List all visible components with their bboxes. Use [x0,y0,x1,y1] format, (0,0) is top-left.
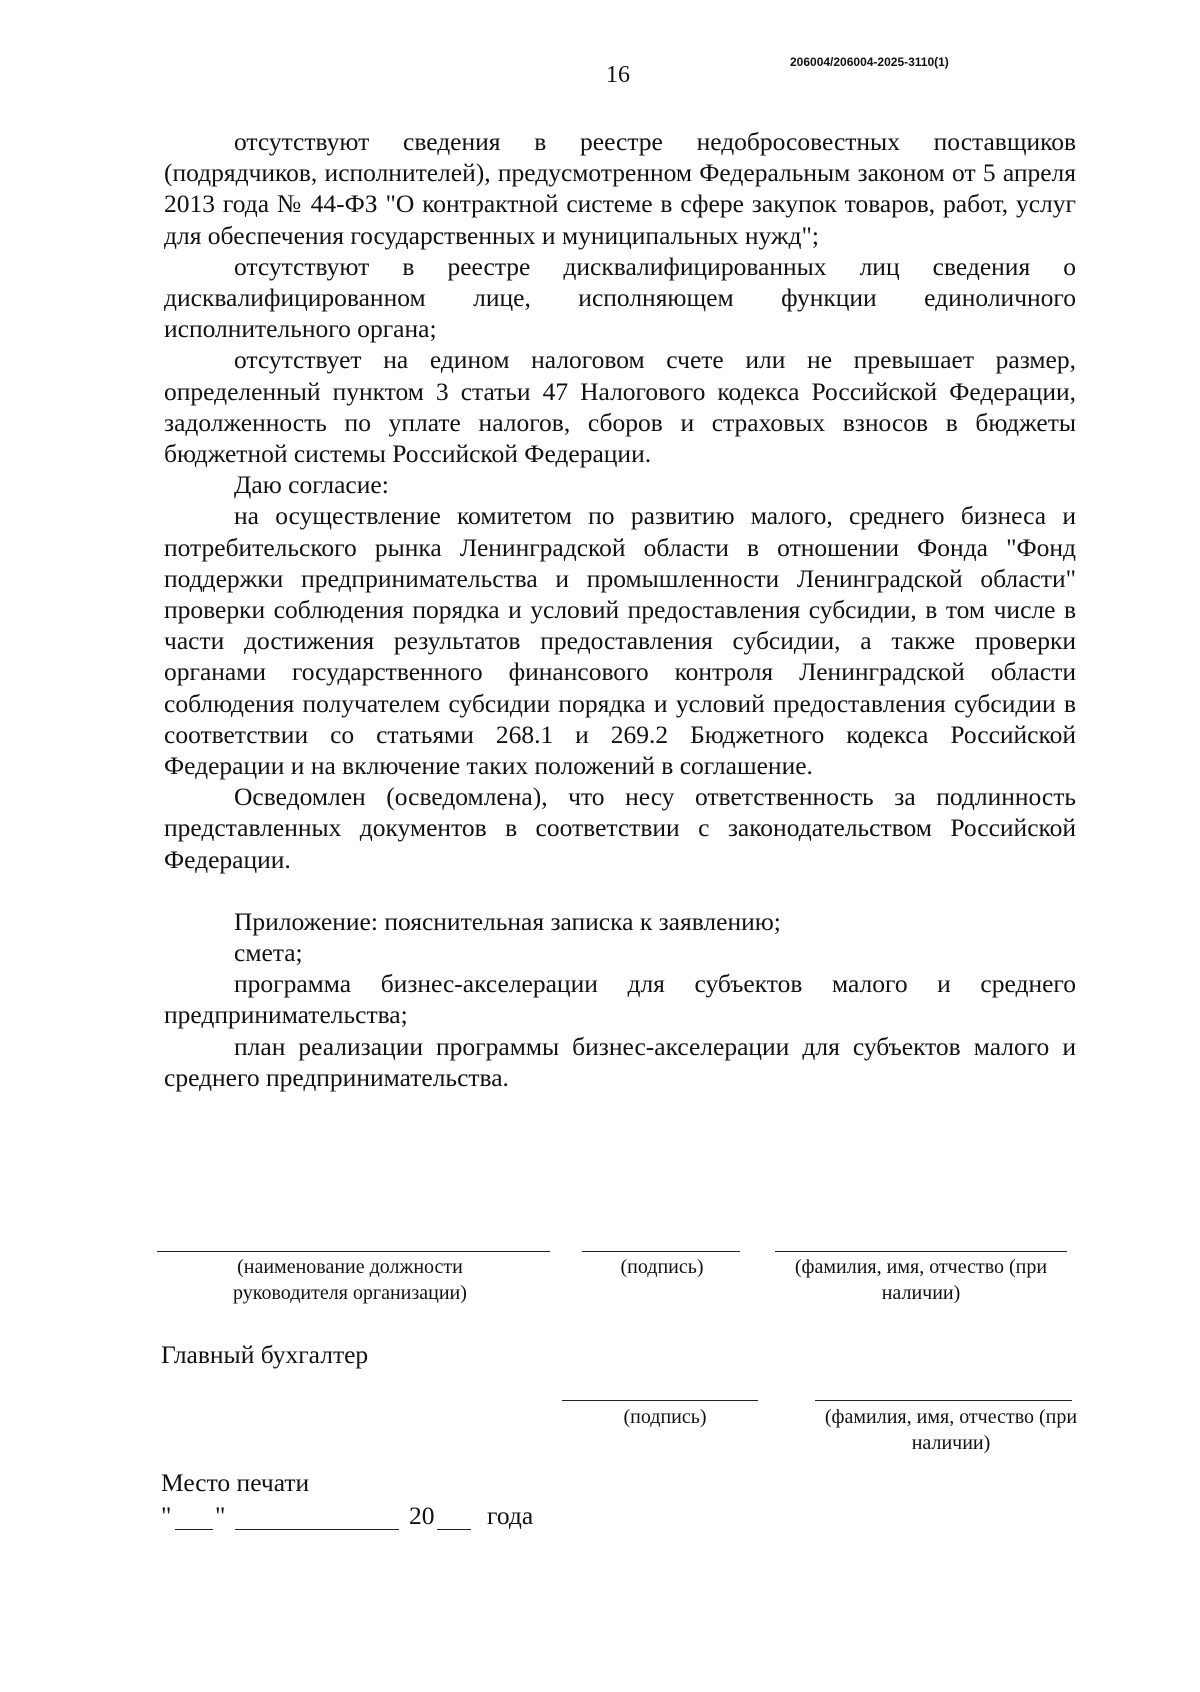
date-quote-open: " [161,1501,172,1530]
accountant-name-line [815,1400,1072,1401]
head-name-line [775,1251,1067,1252]
paragraph-responsibility: Осведомлен (осведомлена), что несу ответственность за подлинность представленных документов в соответствии с законодательством Российской Федерации. [164,782,1076,874]
spacer [164,875,1076,906]
accountant-name-caption: (фамилия, имя, отчество (при наличии) [824,1406,1078,1454]
date-year-prefix: 20 [409,1501,435,1530]
document-body [164,126,1076,1093]
accountant-signature-line [562,1400,758,1401]
paragraph-consent-heading: Даю согласие: [234,470,389,500]
head-signature-caption: (подпись) [620,1256,704,1278]
paragraph-supplier-registry: отсутствуют сведения в реестре недобросовестных поставщиков (подрядчиков, исполнителей), предусмотренном Федеральным законом от 5 апреля 2013 года № 44-ФЗ "О контрактной системе в сфере закупок товаров, работ, услуг для обеспечения государственных и муниципальных нужд"; [164,127,1076,250]
paragraph-tax-debt: отсутствует на едином налоговом счете или не превышает размер, определенный пунктом 3 статьи 47 Налогового кодекса Российской Федерации, задолженность по уплате налогов, сборов и страховых взносов в бюджеты бюджетной системы Российской Федерации. [164,345,1076,469]
head-signature-line [582,1251,740,1252]
accountant-signature-caption: (подпись) [623,1406,707,1428]
stamp-label: Место печати [161,1468,310,1497]
date-month-blank [235,1529,399,1530]
document-id: 206004/206004-2025-3110(1) [790,55,949,69]
head-name-caption: (фамилия, имя, отчество (при наличии) [794,1256,1048,1304]
chief-accountant-title: Главный бухгалтер [161,1340,369,1369]
date-line [161,1501,581,1535]
attachment-estimate: смета; [234,938,303,968]
position-caption: (наименование должности руководителя организации) [233,1256,467,1304]
attachment-note: Приложение: пояснительная записка к заявлению; [234,906,781,936]
date-day-blank [175,1529,213,1530]
position-signature-line [157,1251,550,1252]
paragraph-disqualified-registry: отсутствуют в реестре дисквалифицированных лиц сведения о дисквалифицированном лице, исполняющем функции единоличного исполнительного органа; [164,251,1076,344]
date-quote-close: " [215,1501,226,1530]
paragraph-consent-text: на осуществление комитетом по развитию малого, среднего бизнеса и потребительского рынка Ленинградской области в отношении Фонда "Фонд поддержки предпринимательства и промышленности Ленинградской области" проверки соблюдения порядка и условий предоставления субсидии, в том числе в части достижения результатов предоставления субсидии, а также проверки органами государственного финансового контроля Ленинградской области соблюдения получателем субсидии порядка и условий предоставления субсидии в соответствии со статьями 268.1 и 269.2 Бюджетного кодекса Российской Федерации и на включение таких положений в соглашение. [164,501,1076,781]
date-year-blank [437,1529,471,1530]
attachment-plan: план реализации программы бизнес-акселерации для субъектов малого и среднего предпринимательства. [164,1031,1076,1092]
date-year-word: года [487,1501,534,1530]
attachment-program: программа бизнес-акселерации для субъектов малого и среднего предпринимательства; [164,969,1076,1030]
page-number: 16 [606,62,630,88]
